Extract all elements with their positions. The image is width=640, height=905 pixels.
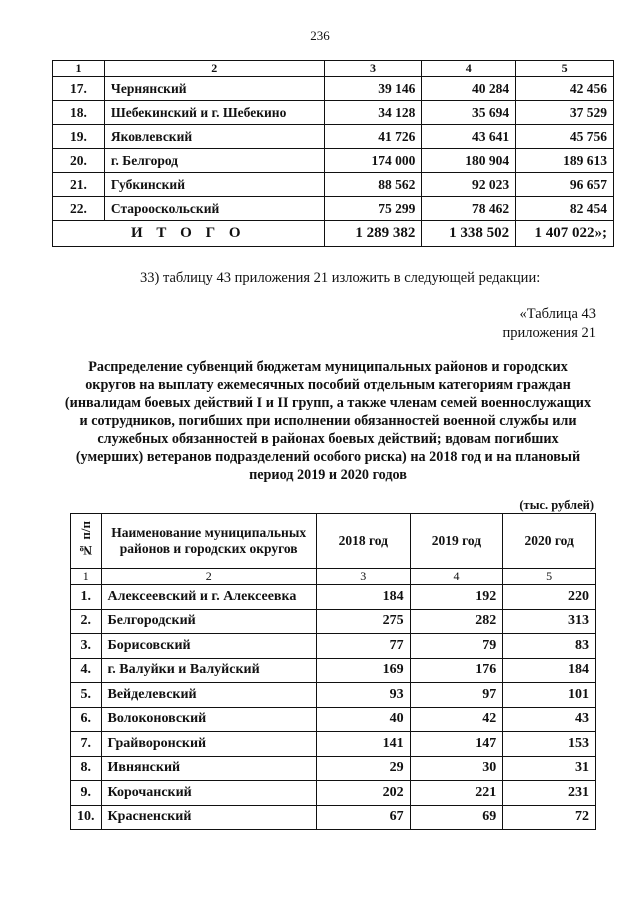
table-row: [71, 658, 596, 683]
value-2019: 69: [410, 805, 503, 830]
row-number: 1.: [71, 585, 102, 610]
value-2018: 77: [316, 634, 410, 659]
table-row: [53, 197, 614, 221]
district-name: Грайворонский: [101, 732, 316, 757]
header-2019: 2019 год: [410, 514, 503, 569]
column-number: 1: [71, 569, 102, 585]
value-2018: 41 726: [324, 125, 422, 149]
value-2020: 231: [503, 781, 596, 806]
value-2020: 96 657: [516, 173, 614, 197]
row-number: 20.: [53, 149, 105, 173]
table-reference-line2: приложения 21: [502, 325, 596, 341]
row-number: 22.: [53, 197, 105, 221]
row-number: 3.: [71, 634, 102, 659]
value-2019: 30: [410, 756, 503, 781]
value-2018: 67: [316, 805, 410, 830]
row-number: 8.: [71, 756, 102, 781]
value-2020: 313: [503, 609, 596, 634]
header-num: № п/п: [77, 520, 93, 558]
value-2020: 43: [503, 707, 596, 732]
header-2020: 2020 год: [503, 514, 596, 569]
district-name: Чернянский: [104, 77, 324, 101]
row-number: 7.: [71, 732, 102, 757]
subvention-table: [70, 513, 596, 830]
value-2019: 92 023: [422, 173, 516, 197]
value-2019: 40 284: [422, 77, 516, 101]
value-2020: 184: [503, 658, 596, 683]
value-2018: 141: [316, 732, 410, 757]
value-2018: 40: [316, 707, 410, 732]
table-row: [71, 585, 596, 610]
value-2020: 101: [503, 683, 596, 708]
value-2019: 147: [410, 732, 503, 757]
value-2019: 97: [410, 683, 503, 708]
district-name: Ивнянский: [101, 756, 316, 781]
value-2018: 34 128: [324, 101, 422, 125]
value-2018: 75 299: [324, 197, 422, 221]
row-number: 17.: [53, 77, 105, 101]
value-2019: 78 462: [422, 197, 516, 221]
units-label: (тыс. рублей): [519, 498, 594, 512]
district-name: Борисовский: [101, 634, 316, 659]
row-number: 21.: [53, 173, 105, 197]
row-number: 18.: [53, 101, 105, 125]
value-2020: 189 613: [516, 149, 614, 173]
table-row: [53, 149, 614, 173]
district-name: Красненский: [101, 805, 316, 830]
table-row: [71, 609, 596, 634]
total-row: [53, 221, 614, 247]
column-number: 5: [503, 569, 596, 585]
value-2020: 42 456: [516, 77, 614, 101]
value-2018: 169: [316, 658, 410, 683]
table-column-numbers: [71, 569, 596, 585]
value-2019: 79: [410, 634, 503, 659]
value-2018: 93: [316, 683, 410, 708]
value-2020: 45 756: [516, 125, 614, 149]
row-number: 2.: [71, 609, 102, 634]
value-2019: 42: [410, 707, 503, 732]
district-name: г. Белгород: [104, 149, 324, 173]
column-number: 4: [422, 61, 516, 77]
column-number: 1: [53, 61, 105, 77]
row-number: 5.: [71, 683, 102, 708]
table-row: [53, 173, 614, 197]
value-2019: 180 904: [422, 149, 516, 173]
value-2019: 43 641: [422, 125, 516, 149]
column-number: 4: [410, 569, 503, 585]
total-2019: 1 338 502: [422, 221, 516, 247]
value-2020: 153: [503, 732, 596, 757]
column-number: 2: [104, 61, 324, 77]
page-number: 236: [310, 28, 330, 43]
column-number: 3: [324, 61, 422, 77]
table-continuation: [52, 60, 614, 247]
value-2018: 88 562: [324, 173, 422, 197]
value-2019: 192: [410, 585, 503, 610]
table-header: [71, 514, 596, 569]
district-name: Корочанский: [101, 781, 316, 806]
value-2018: 275: [316, 609, 410, 634]
total-label: И Т О Г О: [53, 221, 325, 247]
total-2018: 1 289 382: [324, 221, 422, 247]
column-number: 5: [516, 61, 614, 77]
table-row: [53, 125, 614, 149]
table-row: [71, 805, 596, 830]
row-number: 6.: [71, 707, 102, 732]
row-number: 4.: [71, 658, 102, 683]
district-name: Вейделевский: [101, 683, 316, 708]
district-name: Волоконовский: [101, 707, 316, 732]
district-name: Яковлевский: [104, 125, 324, 149]
column-number: 3: [316, 569, 410, 585]
amendment-instruction: 33) таблицу 43 приложения 21 изложить в следующей редакции:: [140, 270, 541, 286]
table-reference-line1: «Таблица 43: [519, 306, 596, 322]
value-2020: 220: [503, 585, 596, 610]
column-number: 2: [101, 569, 316, 585]
table-title: Распределение субвенций бюджетам муниципальных районов и городских округов на выплату ежемесячных пособий отдельным категориям граждан (инвалидам боевых действий I и II групп, а также членам семей военнослужащих и сотрудников, погибших при исполнении обязанностей военной службы или служебных обязанностей в районах боевых действий; вдовам погибших (умерших) ветеранов подразделений особого риска) на 2018 год и на плановый период 2019 и 2020 годов: [64, 359, 592, 483]
value-2018: 202: [316, 781, 410, 806]
header-num-cell: [71, 514, 102, 569]
district-name: Алексеевский и г. Алексеевка: [101, 585, 316, 610]
value-2018: 29: [316, 756, 410, 781]
district-name: Белгородский: [101, 609, 316, 634]
table-row: [53, 77, 614, 101]
value-2020: 72: [503, 805, 596, 830]
value-2018: 184: [316, 585, 410, 610]
value-2018: 39 146: [324, 77, 422, 101]
value-2020: 37 529: [516, 101, 614, 125]
value-2020: 83: [503, 634, 596, 659]
district-name: г. Валуйки и Валуйский: [101, 658, 316, 683]
table-row: [53, 101, 614, 125]
row-number: 9.: [71, 781, 102, 806]
table-column-numbers: [53, 61, 614, 77]
value-2019: 282: [410, 609, 503, 634]
table-row: [71, 634, 596, 659]
header-2018: 2018 год: [316, 514, 410, 569]
table-row: [71, 683, 596, 708]
table-row: [71, 756, 596, 781]
value-2019: 176: [410, 658, 503, 683]
table-reference: [503, 305, 596, 343]
value-2018: 174 000: [324, 149, 422, 173]
header-name: Наименование муниципальных районов и городских округов: [101, 514, 316, 569]
row-number: 10.: [71, 805, 102, 830]
value-2019: 35 694: [422, 101, 516, 125]
table-row: [71, 732, 596, 757]
table-row: [71, 707, 596, 732]
value-2020: 31: [503, 756, 596, 781]
district-name: Шебекинский и г. Шебекино: [104, 101, 324, 125]
table-row: [71, 781, 596, 806]
value-2019: 221: [410, 781, 503, 806]
district-name: Старооскольский: [104, 197, 324, 221]
total-2020: 1 407 022»;: [516, 221, 614, 247]
district-name: Губкинский: [104, 173, 324, 197]
value-2020: 82 454: [516, 197, 614, 221]
row-number: 19.: [53, 125, 105, 149]
